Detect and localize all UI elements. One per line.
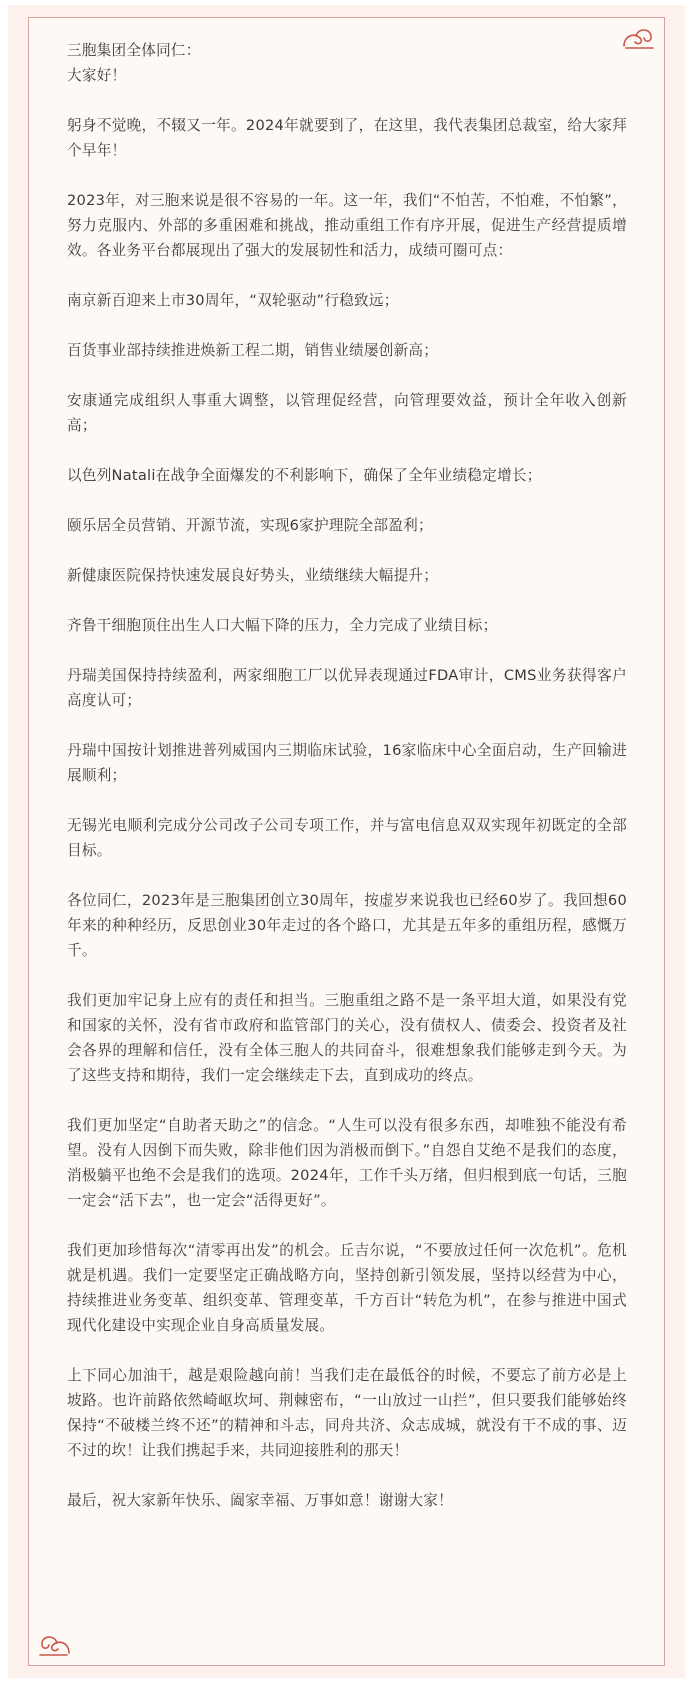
paragraph: 上下同心加油干，越是艰险越向前！当我们走在最低谷的时候，不要忘了前方必是上坡路。也许前路依然崎岖坎坷、荆棘密布，“一山放过一山拦”，但只要我们能够始终保持“不破楼兰终不还”的精神和斗志，同舟共济、众志成城，就没有干不成的事、迈不过的坎！让我们携起手来，共同迎接胜利的那天！ [67, 1367, 627, 1459]
achievement-item: 丹瑞中国按计划推进普列威国内三期临床试验，16家临床中心全面启动，生产回输进展顺利； [67, 742, 627, 784]
paragraph: 我们更加珍惜每次“清零再出发”的机会。丘吉尔说，“不要放过任何一次危机”。危机就是机遇。我们一定要坚定正确战略方向，坚持创新引领发展，坚持以经营为中心，持续推进业务变革、组织变革、管理变革，千方百计“转危为机”，在参与推进中国式现代化建设中实现企业自身高质量发展。 [67, 1242, 627, 1334]
paragraph: 躬身不觉晚，不辍又一年。2024年就要到了，在这里，我代表集团总裁室，给大家拜个早年！ [67, 117, 627, 159]
letter-closing: 最后，祝大家新年快乐、阖家幸福、万事如意！谢谢大家！ [67, 1492, 453, 1509]
achievement-item: 安康通完成组织人事重大调整，以管理促经营，向管理要效益，预计全年收入创新高； [67, 392, 627, 434]
paragraph: 2023年，对三胞来说是很不容易的一年。这一年，我们“不怕苦，不怕难，不怕繁”，努力克服内、外部的多重困难和挑战，推动重组工作有序开展，促进生产经营提质增效。各业务平台都展现出了强大的发展韧性和活力，成绩可圈可点： [67, 192, 627, 259]
achievement-item: 无锡光电顺利完成分公司改子公司专项工作，并与富电信息双双实现年初既定的全部目标。 [67, 817, 627, 859]
achievement-item: 以色列Natali在战争全面爆发的不利影响下，确保了全年业绩稳定增长； [67, 467, 542, 484]
achievement-item: 新健康医院保持快速发展良好势头，业绩继续大幅提升； [67, 567, 439, 584]
paragraph: 我们更加牢记身上应有的责任和担当。三胞重组之路不是一条平坦大道，如果没有党和国家的关怀，没有省市政府和监管部门的关心，没有债权人、债委会、投资者及社会各界的理解和信任，没有全体三胞人的共同奋斗，很难想象我们能够走到今天。为了这些支持和期待，我们一定会继续走下去，直到成功的终点。 [67, 992, 627, 1084]
achievement-item: 颐乐居全员营销、开源节流，实现6家护理院全部盈利； [67, 517, 433, 534]
letter-greeting: 三胞集团全体同仁： [67, 42, 201, 59]
letter-card [28, 17, 665, 1666]
letter-salutation: 大家好！ [67, 67, 127, 84]
cloud-swirl-ornament-icon [37, 1633, 73, 1657]
letter-body [67, 38, 627, 1513]
achievement-item: 南京新百迎来上市30周年，“双轮驱动”行稳致远； [67, 292, 399, 309]
achievement-item: 丹瑞美国保持持续盈利，两家细胞工厂以优异表现通过FDA审计，CMS业务获得客户高度认可； [67, 667, 627, 709]
achievement-item: 百货事业部持续推进焕新工程二期，销售业绩屡创新高； [67, 342, 439, 359]
letter-background [8, 5, 685, 1678]
paragraph: 我们更加坚定“自助者天助之”的信念。“人生可以没有很多东西，却唯独不能没有希望。没有人因倒下而失败，除非他们因为消极而倒下。”自怨自艾绝不是我们的态度，消极躺平也绝不会是我们的选项。2024年，工作千头万绪，但归根到底一句话，三胞一定会“活下去”，也一定会“活得更好”。 [67, 1117, 627, 1209]
achievement-item: 齐鲁干细胞顶住出生人口大幅下降的压力，全力完成了业绩目标； [67, 617, 498, 634]
paragraph: 各位同仁，2023年是三胞集团创立30周年，按虚岁来说我也已经60岁了。我回想60年来的种种经历，反思创业30年走过的各个路口，尤其是五年多的重组历程，感慨万千。 [67, 892, 627, 959]
